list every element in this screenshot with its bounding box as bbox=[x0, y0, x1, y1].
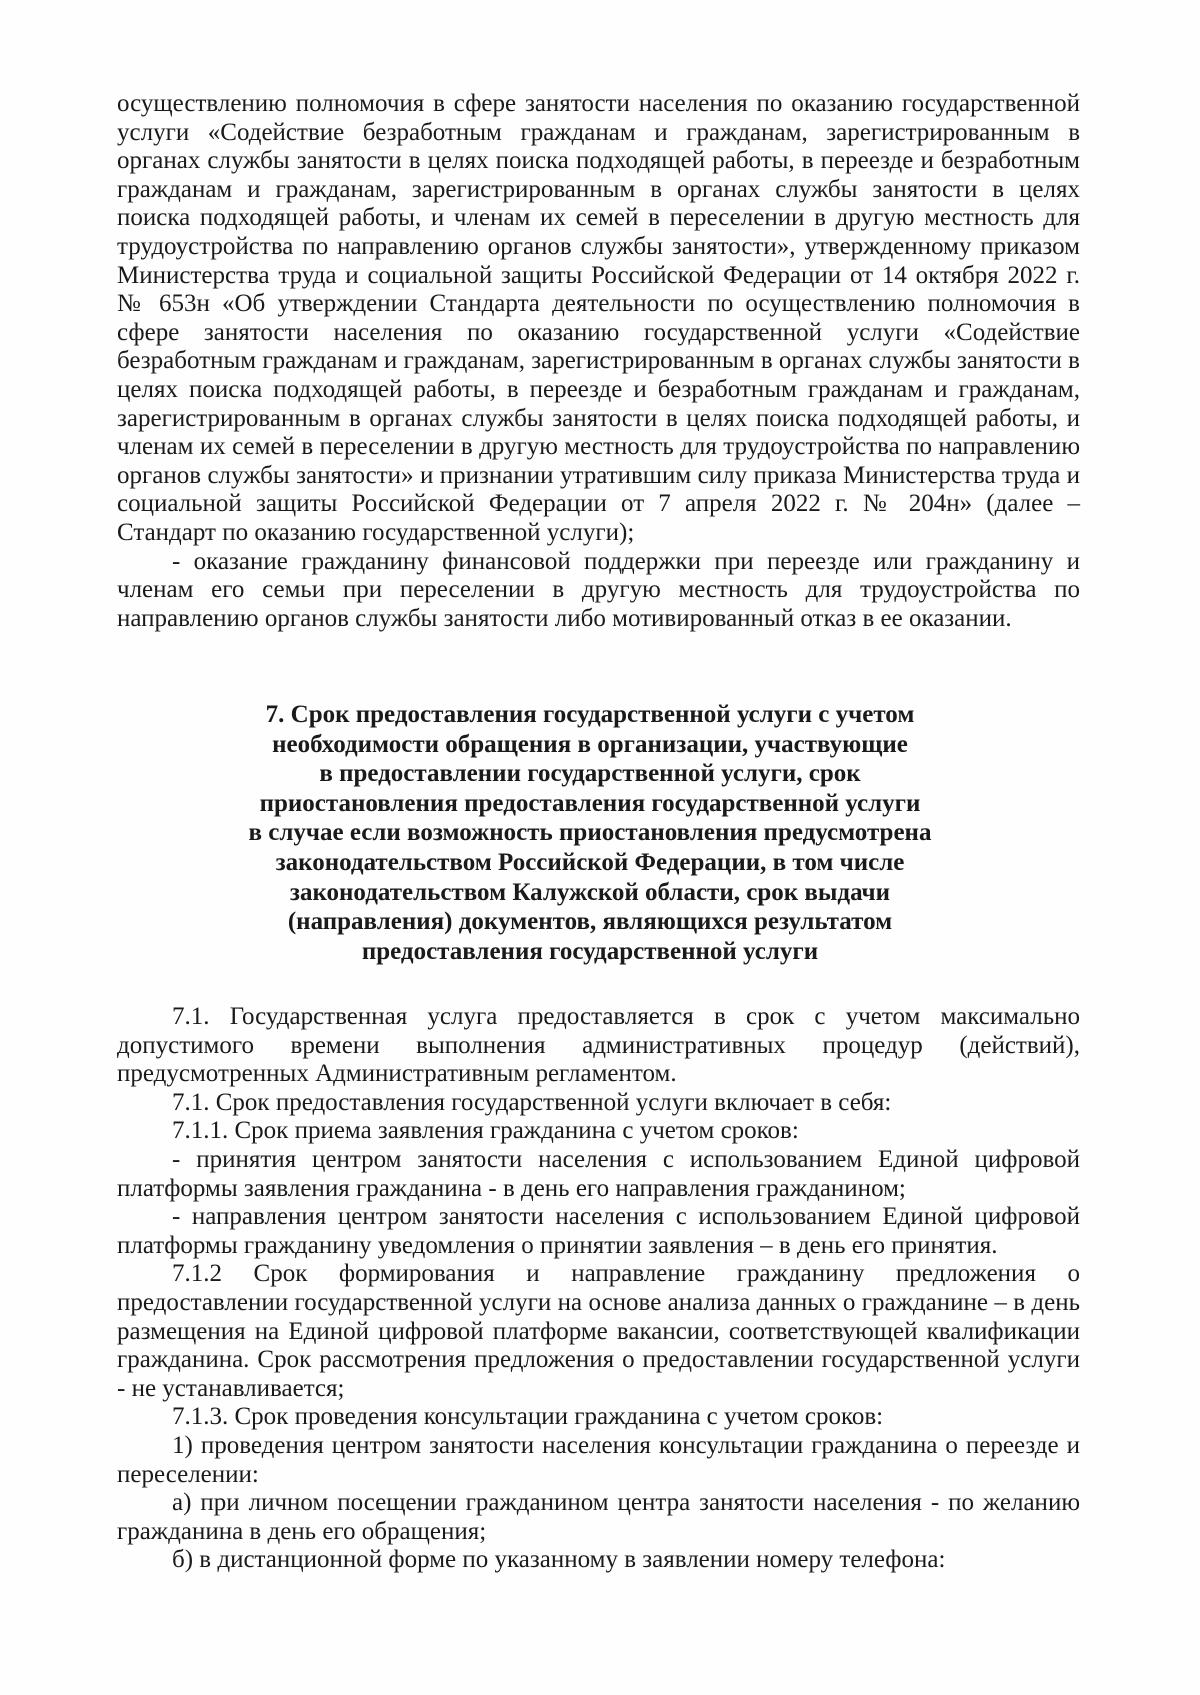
heading-line: предоставления государственной услуги bbox=[361, 937, 819, 965]
paragraph: - принятия центром занятости населения с использованием Единой цифровой платформы заявления гражданина - в день его направления гражданином; bbox=[117, 1145, 1080, 1202]
paragraph: 7.1.2 Срок формирования и направление гражданину предложения о предоставлении государственной услуги на основе анализа данных о гражданине – в день размещения на Единой цифровой платформе вакансии, соответствующей квалификации гражданина. Срок рассмотрения предложения о предоставлении государственной услуги - не устанавливается; bbox=[117, 1260, 1080, 1402]
heading-line: 7. Срок предоставления государственной услуги с учетом bbox=[265, 701, 915, 728]
paragraph: - направления центром занятости населения с использованием Единой цифровой платформы гражданину уведомления о принятии заявления – в день его принятия. bbox=[117, 1203, 1080, 1259]
heading-line: законодательством Российской Федерации, в том числе bbox=[275, 848, 905, 876]
paragraph: 7.1. Срок предоставления государственной услуги включает в себя: bbox=[172, 1088, 892, 1116]
paragraph: 7.1. Государственная услуга предоставляется в срок с учетом максимально допустимого времени выполнения административных процедур (действий), предусмотренных Административным регламентом. bbox=[117, 1003, 1080, 1088]
paragraph: 7.1.3. Срок проведения консультации гражданина с учетом сроков: bbox=[172, 1403, 884, 1431]
paragraph: б) в дистанционной форме по указанному в заявлении номеру телефона: bbox=[172, 1546, 946, 1574]
intro-text bbox=[117, 90, 1080, 633]
paragraph: 1) проведения центром занятости населения консультации гражданина о переезде и переселении: bbox=[117, 1431, 1080, 1488]
paragraph: а) при личном посещении гражданином центра занятости населения - по желанию гражданина в день его обращения; bbox=[117, 1489, 1080, 1545]
heading-line: необходимости обращения в организации, участвующие bbox=[272, 730, 908, 758]
paragraph: осуществлению полномочия в сфере занятости населения по оказанию государственной услуги «Содействие безработным гражданам и гражданам, зарегистрированным в органах службы занятости в целях поиска подходящей работы, в переезде и безработным гражданам и гражданам, зарегистрированным в органах службы занятости в целях поиска подходящей работы, и членам их семей в переселении в другую местность для трудоустройства по направлению органов службы занятости», утвержденному приказом Министерства труда и социальной защиты Российской Федерации от 14 октября 2022 г. № 653н «Об утверждении Стандарта деятельности по осуществлению полномочия в сфере занятости населения по оказанию государственной услуги «Содействие безработным гражданам и гражданам, зарегистрированным в органах службы занятости в целях поиска подходящей работы, в переезде и безработным гражданам и гражданам, зарегистрированным в органах службы занятости в целях поиска подходящей работы, и членам их семей в переселении в другую местность для трудоустройства по направлению органов службы занятости» и признании утратившим силу приказа Министерства труда и социальной защиты Российской Федерации от 7 апреля 2022 г. № 204н» (далее – Стандарт по оказанию государственной услуги); bbox=[117, 90, 1080, 546]
heading-line: в предоставлении государственной услуги, срок bbox=[319, 760, 861, 788]
heading-line: законодательством Калужской области, срок выдачи bbox=[289, 878, 891, 906]
heading-line: (направления) документов, являющихся результатом bbox=[287, 908, 893, 936]
heading-line: в случае если возможность приостановления предусмотрена bbox=[248, 819, 932, 847]
heading-line: приостановления предоставления государственной услуги bbox=[259, 789, 921, 817]
section-body bbox=[117, 1003, 1080, 1575]
section-heading bbox=[200, 700, 980, 966]
paragraph: 7.1.1. Срок приема заявления гражданина с учетом сроков: bbox=[172, 1117, 799, 1145]
paragraph: - оказание гражданину финансовой поддержки при переезде или гражданину и членам его семьи при переселении в другую местность для трудоустройства по направлению органов службы занятости либо мотивированный отказ в ее оказании. bbox=[117, 547, 1080, 632]
